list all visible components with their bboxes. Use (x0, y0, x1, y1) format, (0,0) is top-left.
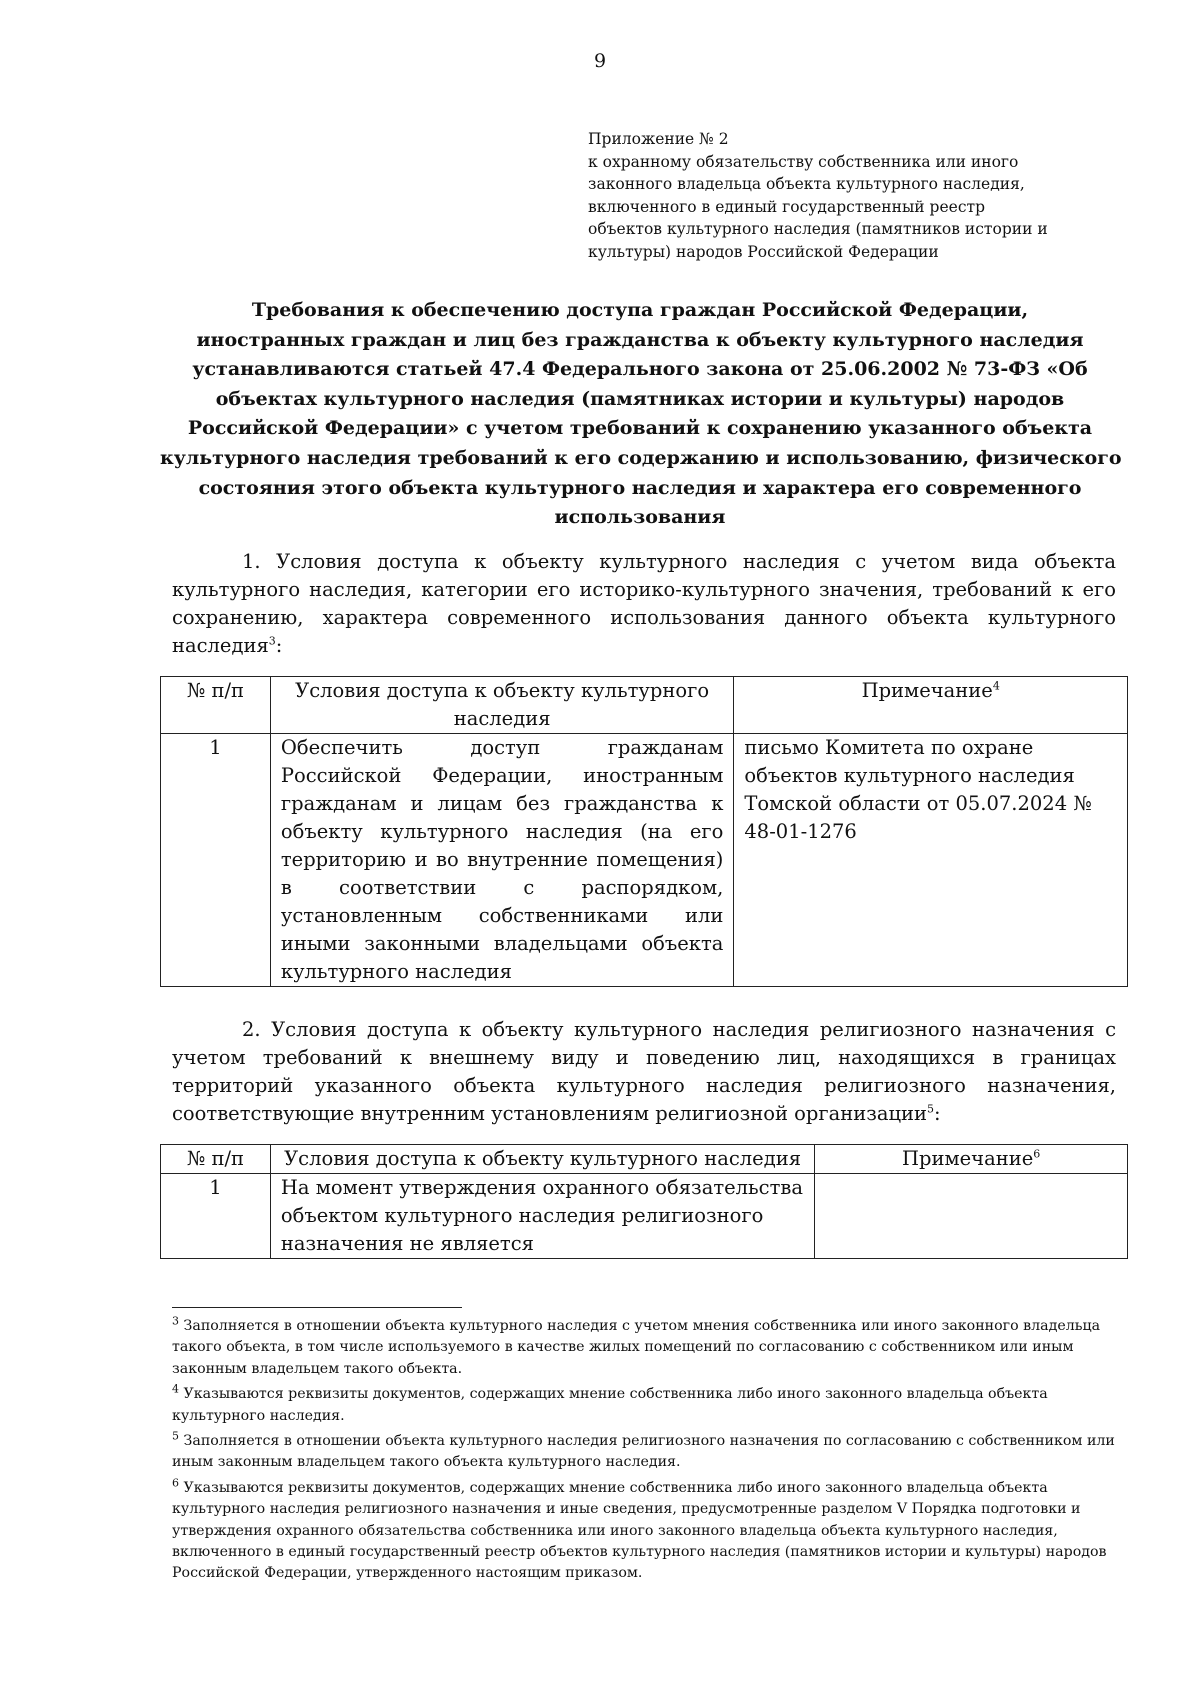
footnote-5 (172, 1431, 1116, 1474)
header-conditions: Условия доступа к объекту культурного наследия (270, 677, 734, 734)
section-2-paragraph (172, 1016, 1116, 1128)
footnote-mark: 5 (172, 1429, 179, 1443)
footnote-text: Заполняется в отношении объекта культурного наследия с учетом мнения собственника или иного законного владельца такого объекта, в том числе используемого в качестве жилых помещений по согласованию с собственником или иным законным владельцем такого объекта. (172, 1318, 1101, 1377)
page-number: 9 (593, 50, 607, 72)
section-2-tail: : (934, 1102, 941, 1125)
section-2-text: 2. Условия доступа к объекту культурного наследия религиозного назначения с учетом требований к внешнему виду и поведению лиц, находящихся в границах территорий указанного объекта культурного наследия религиозного назначения, соответствующие внутренним установлениям религиозной организации (172, 1018, 1116, 1125)
header-note-label: Примечание (861, 679, 993, 702)
footnote-6 (172, 1478, 1116, 1585)
table-row (161, 1174, 1128, 1259)
footnote-4 (172, 1384, 1116, 1427)
row-num: 1 (161, 734, 271, 987)
title-line: состояния этого объекта культурного наследия и характера его современного (198, 476, 1082, 499)
footnote-mark: 3 (172, 1314, 179, 1328)
title-line: использования (554, 506, 726, 529)
section-1-table (160, 676, 1128, 987)
footnote-text: Указываются реквизиты документов, содержащих мнение собственника либо иного законного владельца объекта культурного наследия. (172, 1386, 1048, 1424)
footnotes (172, 1316, 1116, 1589)
header-num: № п/п (161, 677, 271, 734)
footnote-separator (172, 1307, 462, 1308)
footnote-3 (172, 1316, 1116, 1380)
appendix-line: включенного в единый государственный реестр (588, 197, 985, 216)
title-line: культурного наследия требований к его содержанию и использованию, физического (160, 446, 1122, 469)
table-header-row (161, 1145, 1128, 1174)
table-header-row (161, 677, 1128, 734)
row-conditions: Обеспечить доступ гражданам Российской Федерации, иностранным гражданам и лицам без гражданства к объекту культурного наследия (на его территорию и во внутренние помещения) в соответствии с распорядком, установленным собственниками или иными законными владельцами объекта культурного наследия (270, 734, 734, 987)
section-1-text: 1. Условия доступа к объекту культурного наследия с учетом вида объекта культурного наследия, категории его историко-культурного значения, требований к его сохранению, характера современного использования данного объекта культурного наследия (172, 550, 1116, 657)
appendix-line: объектов культурного наследия (памятников истории и (588, 220, 1048, 239)
footnote-ref-3[interactable]: 3 (268, 634, 276, 648)
header-note-label: Примечание (901, 1147, 1034, 1170)
footnote-text: Заполняется в отношении объекта культурного наследия религиозного назначения по согласованию с собственником или иным законным владельцем такого объекта культурного наследия. (172, 1433, 1115, 1471)
section-2-table (160, 1144, 1128, 1259)
appendix-line: законного владельца объекта культурного наследия, (588, 175, 1025, 194)
table-row (161, 734, 1128, 987)
title-line: Российской Федерации» с учетом требований к сохранению указанного объекта (187, 417, 1093, 440)
footnote-ref-5[interactable]: 5 (927, 1102, 935, 1116)
appendix-line: культуры) народов Российской Федерации (588, 242, 939, 261)
row-note: письмо Комитета по охране объектов культурного наследия Томской области от 05.07.2024 № 48-01-1276 (734, 734, 1128, 987)
header-conditions: Условия доступа к объекту культурного наследия (270, 1145, 814, 1174)
footnote-mark: 6 (172, 1476, 179, 1490)
header-num: № п/п (161, 1145, 271, 1174)
appendix-line: к охранному обязательству собственника или иного (588, 152, 1019, 171)
footnote-mark: 4 (172, 1382, 179, 1396)
header-note (734, 677, 1128, 734)
row-conditions: На момент утверждения охранного обязательства объектом культурного наследия религиозного назначения не является (270, 1174, 814, 1259)
header-note (815, 1145, 1128, 1174)
section-1-tail: : (275, 634, 283, 657)
footnote-text: Указываются реквизиты документов, содержащих мнение собственника либо иного законного владельца объекта культурного наследия религиозного назначения и иные сведения, предусмотренные разделом V Порядка подготовки и утверждения охранного обязательства собственника или иного законного владельца объекта культурного наследия, включенного в единый государственный реестр объектов культурного наследия (памятников истории и культуры) народов Российской Федерации, утвержденного настоящим приказом. (172, 1479, 1107, 1582)
section-1-paragraph (172, 548, 1116, 660)
footnote-ref-4[interactable]: 4 (992, 679, 1000, 693)
title-line: иностранных граждан и лиц без гражданства к объекту культурного наследия (196, 328, 1084, 351)
title-line: устанавливаются статьей 47.4 Федерального закона от 25.06.2002 № 73-ФЗ «Об (192, 358, 1088, 381)
title-line: Требования к обеспечению доступа граждан Российской Федерации, (251, 299, 1029, 321)
row-note (815, 1174, 1128, 1259)
title-line: объектах культурного наследия (памятниках истории и культуры) народов (215, 387, 1065, 410)
appendix-line: Приложение № 2 (588, 130, 729, 148)
appendix-header (588, 128, 1068, 264)
footnote-ref-6[interactable]: 6 (1033, 1147, 1041, 1161)
document-title (160, 296, 1120, 533)
row-num: 1 (161, 1174, 271, 1259)
